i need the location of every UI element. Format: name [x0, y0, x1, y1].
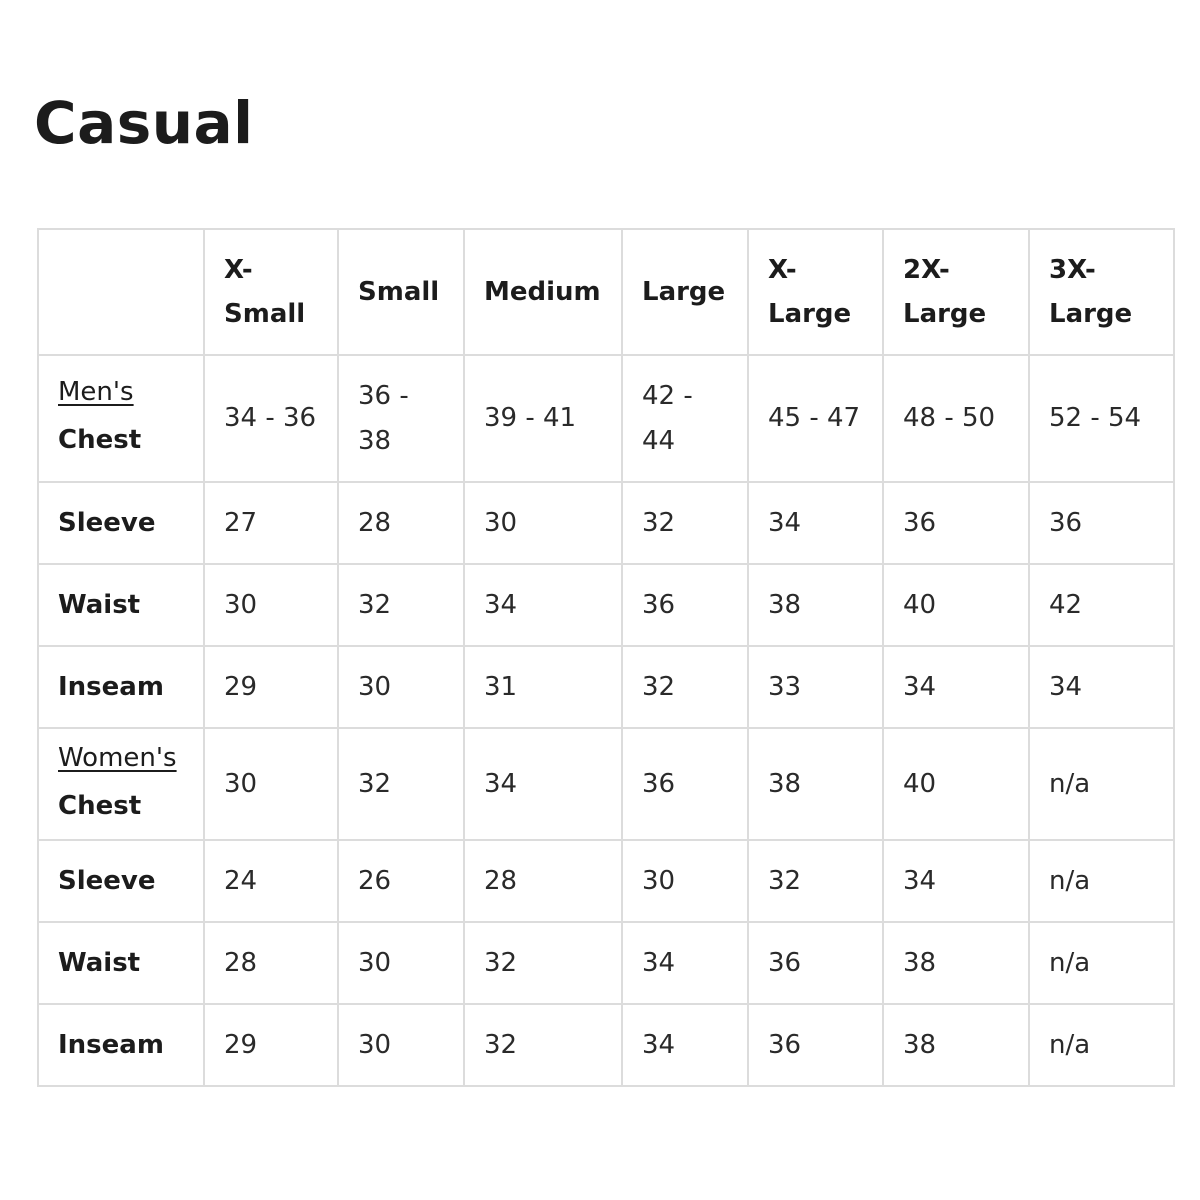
- table-row: [38, 840, 1174, 922]
- table-cell: 29: [204, 1004, 338, 1086]
- table-cell: 40: [883, 728, 1029, 840]
- table-cell: 30: [338, 646, 464, 728]
- table-row: [38, 728, 1174, 840]
- table-cell: 32: [748, 840, 883, 922]
- row-label-womens-inseam: [38, 1004, 204, 1086]
- table-row: [38, 646, 1174, 728]
- row-label-mens-sleeve: [38, 482, 204, 564]
- row-label-mens-chest: [38, 355, 204, 482]
- table-cell: 34: [464, 728, 622, 840]
- table-cell: 27: [204, 482, 338, 564]
- table-cell: n/a: [1029, 922, 1174, 1004]
- table-cell: 31: [464, 646, 622, 728]
- table-cell: 32: [464, 922, 622, 1004]
- table-cell: 38: [883, 922, 1029, 1004]
- table-cell: 30: [204, 564, 338, 646]
- row-label: Chest: [58, 425, 142, 455]
- table-cell: 30: [204, 728, 338, 840]
- header-large: Large: [622, 229, 748, 355]
- section-label-mens: Men's: [58, 377, 134, 407]
- table-row: [38, 564, 1174, 646]
- table-cell: 38: [748, 728, 883, 840]
- header-x-small: X- Small: [204, 229, 338, 355]
- table-cell: 32: [338, 564, 464, 646]
- table-row: [38, 355, 1174, 482]
- table-cell: 28: [338, 482, 464, 564]
- table-cell: 28: [464, 840, 622, 922]
- table-cell: 34 - 36: [204, 355, 338, 482]
- table-cell: 36: [748, 922, 883, 1004]
- table-cell: 38: [883, 1004, 1029, 1086]
- row-label: Sleeve: [58, 865, 156, 896]
- header-row: [38, 229, 1174, 355]
- table-cell: 42 - 44: [622, 355, 748, 482]
- row-label: Inseam: [58, 1029, 164, 1060]
- table-cell: 34: [748, 482, 883, 564]
- header-corner-cell: [38, 229, 204, 355]
- table-cell: 34: [622, 1004, 748, 1086]
- table-cell: 36 - 38: [338, 355, 464, 482]
- table-cell: 36: [622, 564, 748, 646]
- table-cell: 34: [464, 564, 622, 646]
- table-row: [38, 482, 1174, 564]
- table-cell: 45 - 47: [748, 355, 883, 482]
- table-row: [38, 1004, 1174, 1086]
- table-cell: 32: [338, 728, 464, 840]
- table-row: [38, 922, 1174, 1004]
- table-cell: 39 - 41: [464, 355, 622, 482]
- table-cell: 33: [748, 646, 883, 728]
- row-label: Sleeve: [58, 507, 156, 538]
- table-cell: 52 - 54: [1029, 355, 1174, 482]
- table-cell: 42: [1029, 564, 1174, 646]
- table-cell: 34: [883, 840, 1029, 922]
- row-label-mens-inseam: [38, 646, 204, 728]
- table-cell: 36: [1029, 482, 1174, 564]
- table-cell: 30: [338, 1004, 464, 1086]
- table-cell: 30: [622, 840, 748, 922]
- table-cell: 30: [464, 482, 622, 564]
- row-label: Waist: [58, 947, 141, 978]
- section-label-womens: Women's: [58, 742, 177, 773]
- table-cell: 34: [883, 646, 1029, 728]
- table-cell: 24: [204, 840, 338, 922]
- table-cell: n/a: [1029, 840, 1174, 922]
- row-label: Waist: [58, 589, 141, 620]
- table-cell: 36: [622, 728, 748, 840]
- page-title: Casual: [34, 89, 254, 157]
- table-cell: 32: [464, 1004, 622, 1086]
- row-label-mens-waist: [38, 564, 204, 646]
- row-label-womens-chest: [38, 728, 204, 840]
- table-cell: 38: [748, 564, 883, 646]
- table-cell: 32: [622, 482, 748, 564]
- row-label-womens-waist: [38, 922, 204, 1004]
- table-cell: n/a: [1029, 1004, 1174, 1086]
- table-cell: 29: [204, 646, 338, 728]
- size-chart-table: [37, 228, 1175, 1087]
- table-cell: 30: [338, 922, 464, 1004]
- table-cell: 32: [622, 646, 748, 728]
- header-small: Small: [338, 229, 464, 355]
- header-2x-large: 2X- Large: [883, 229, 1029, 355]
- header-3x-large: 3X- Large: [1029, 229, 1174, 355]
- header-x-large: X- Large: [748, 229, 883, 355]
- header-medium: Medium: [464, 229, 622, 355]
- table-cell: 36: [748, 1004, 883, 1086]
- table-cell: n/a: [1029, 728, 1174, 840]
- table-cell: 40: [883, 564, 1029, 646]
- table-cell: 48 - 50: [883, 355, 1029, 482]
- table-cell: 26: [338, 840, 464, 922]
- table-cell: 34: [622, 922, 748, 1004]
- row-label: Chest: [58, 790, 142, 821]
- row-label: Inseam: [58, 671, 164, 702]
- table-cell: 36: [883, 482, 1029, 564]
- row-label-womens-sleeve: [38, 840, 204, 922]
- table-cell: 28: [204, 922, 338, 1004]
- table-cell: 34: [1029, 646, 1174, 728]
